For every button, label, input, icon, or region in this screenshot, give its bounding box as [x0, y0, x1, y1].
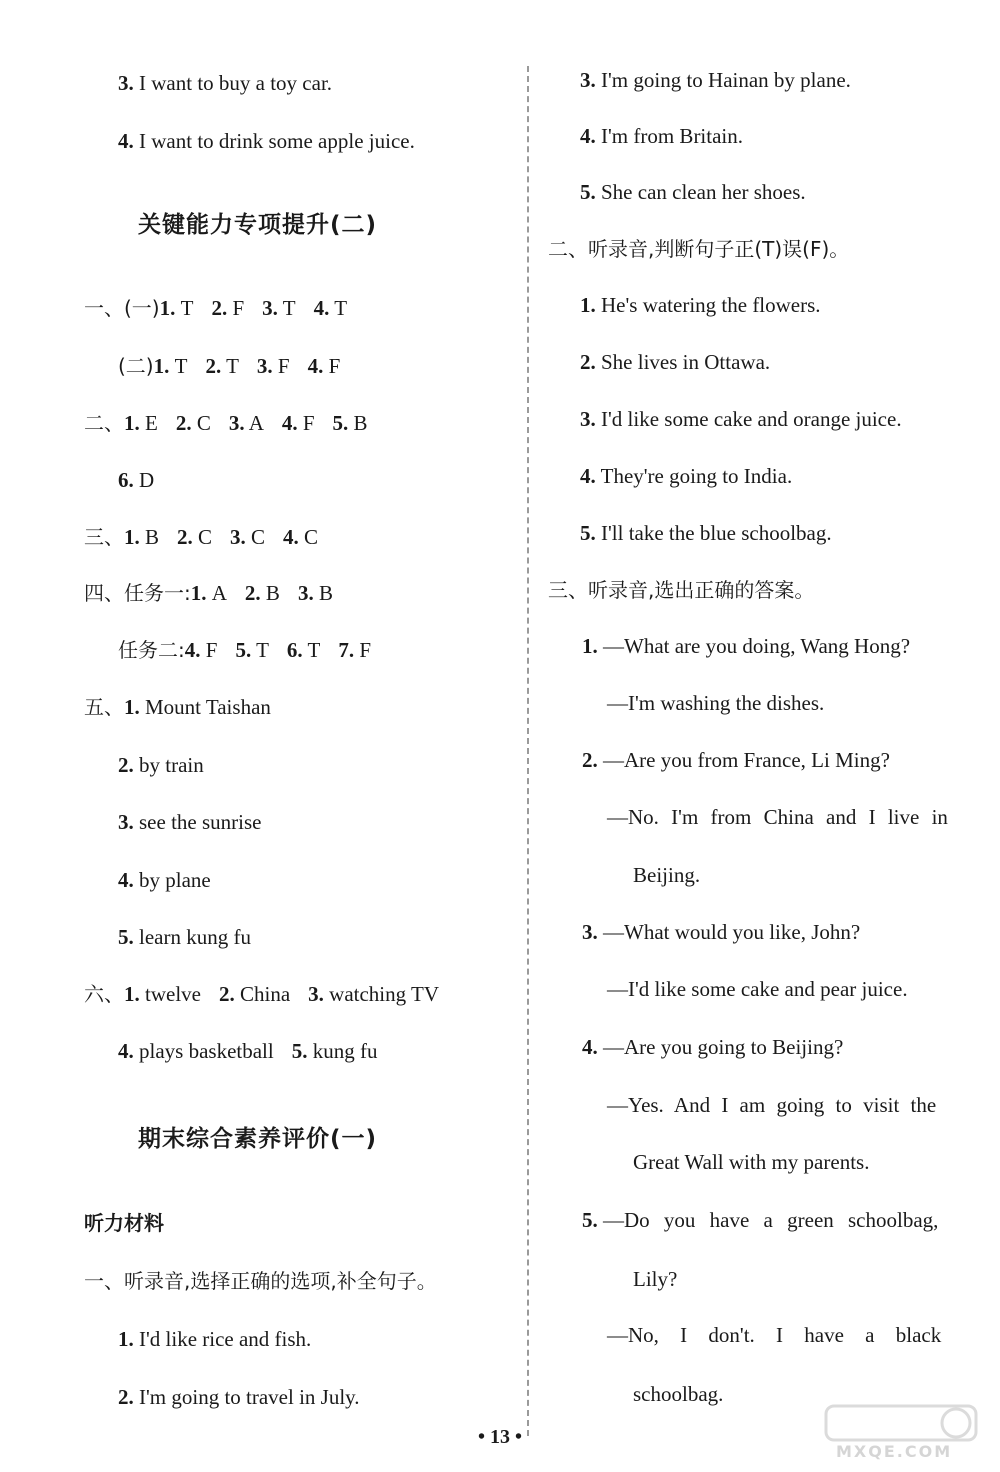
- transcript-line: 5. She can clean her shoes.: [580, 180, 806, 204]
- transcript-line: 5. I'll take the blue schoolbag.: [580, 521, 832, 545]
- answer-line: 五、1. Mount Taishan: [84, 695, 271, 719]
- answer-line: 任务二:4. F 5. T 6. T 7. F: [118, 638, 372, 662]
- watermark-logo: [816, 1402, 986, 1462]
- answer-line: 3. I want to buy a toy car.: [118, 71, 333, 95]
- watermark-text: MXQE.COM: [836, 1442, 953, 1461]
- answer-line: 三、1. B 2. C 3. C 4. C: [84, 525, 319, 549]
- transcript-line: 2. I'm going to travel in July.: [118, 1385, 360, 1409]
- answer-line: 4. I want to drink some apple juice.: [118, 129, 415, 153]
- transcript-line: 2. She lives in Ottawa.: [580, 350, 771, 374]
- dialogue-line: Beijing.: [633, 863, 701, 887]
- dialogue-line: 5. —Do you have a green schoolbag,: [582, 1208, 939, 1232]
- dialogue-line: 4. —Are you going to Beijing?: [582, 1035, 844, 1059]
- dialogue-line: —Yes. And I am going to visit the: [607, 1093, 937, 1117]
- answer-line: 4. by plane: [118, 868, 211, 892]
- transcript-line: 1. He's watering the flowers.: [580, 293, 821, 317]
- dialogue-line: 2. —Are you from France, Li Ming?: [582, 748, 890, 772]
- transcript-line: 3. I'm going to Hainan by plane.: [580, 68, 851, 92]
- dialogue-line: Lily?: [633, 1267, 678, 1291]
- dialogue-line: 1. —What are you doing, Wang Hong?: [582, 634, 911, 658]
- page-number: • 13 •: [477, 1426, 522, 1448]
- answer-line: (二)1. T 2. T 3. F 4. F: [118, 354, 341, 378]
- dialogue-line: schoolbag.: [633, 1382, 724, 1406]
- dialogue-line: —I'm washing the dishes.: [607, 691, 825, 715]
- transcript-line: 1. I'd like rice and fish.: [118, 1327, 312, 1351]
- dialogue-line: —No, I don't. I have a black: [607, 1323, 942, 1347]
- dialogue-line: 3. —What would you like, John?: [582, 920, 861, 944]
- section-heading: 关键能力专项提升(二): [137, 212, 378, 238]
- part-title: 二、听录音,判断句子正(T)误(F)。: [548, 237, 850, 261]
- column-divider: [527, 66, 529, 1436]
- answer-line: 3. see the sunrise: [118, 810, 262, 834]
- dialogue-line: —I'd like some cake and pear juice.: [607, 977, 908, 1001]
- listening-title: 听力材料: [84, 1211, 164, 1235]
- section-heading: 期末综合素养评价(一): [137, 1126, 378, 1152]
- answer-line: 5. learn kung fu: [118, 925, 251, 949]
- answer-line: 四、任务一:1. A 2. B 3. B: [84, 581, 333, 605]
- transcript-line: 4. I'm from Britain.: [580, 124, 744, 148]
- answer-line: 4. plays basketball 5. kung fu: [118, 1039, 378, 1063]
- transcript-line: 3. I'd like some cake and orange juice.: [580, 407, 902, 431]
- answer-line: 六、1. twelve 2. China 3. watching TV: [84, 982, 439, 1006]
- answer-line: 一、(一)1. T 2. F 3. T 4. T: [84, 296, 348, 320]
- transcript-line: 4. They're going to India.: [580, 464, 793, 488]
- dialogue-line: —No. I'm from China and I live in: [607, 805, 948, 829]
- part-title: 三、听录音,选出正确的答案。: [548, 578, 815, 602]
- answer-line: 2. by train: [118, 753, 204, 777]
- dialogue-line: Great Wall with my parents.: [633, 1150, 870, 1174]
- answer-line: 二、1. E 2. C 3. A 4. F 5. B: [84, 411, 368, 435]
- answer-line: 6. D: [118, 468, 155, 492]
- part-title: 一、听录音,选择正确的选项,补全句子。: [84, 1269, 437, 1293]
